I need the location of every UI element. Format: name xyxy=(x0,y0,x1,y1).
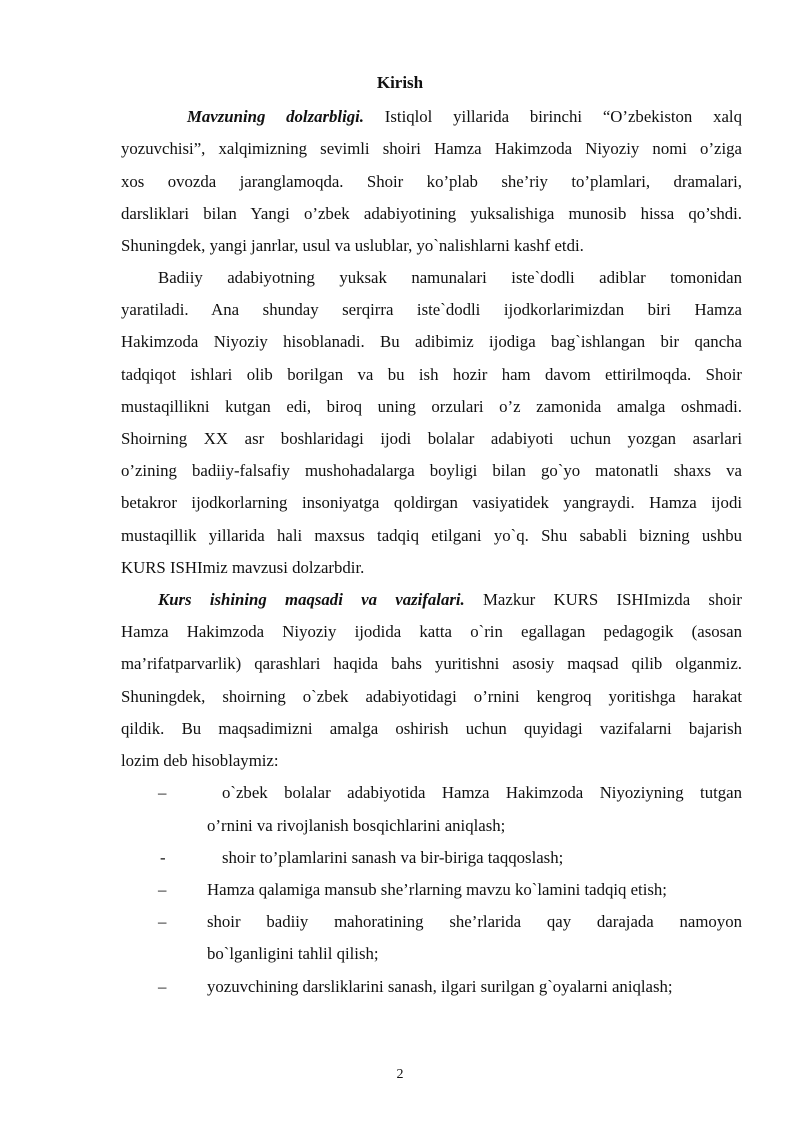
list-marker: – xyxy=(158,880,167,899)
list-item-text: o`zbek bolalar adabiyotida Hamza Hakimzoda Niyoziyning tutgan xyxy=(222,783,742,802)
list-item-text: Hamza qalamiga mansub she’rlarning mavzu ko`lamini tadqiq etish; xyxy=(207,880,667,899)
paragraph-line: Hakimzoda Niyoziy hisoblanadi. Bu adibimiz ijodiga bag`ishlangan bir qancha xyxy=(121,332,742,351)
paragraph-line: betakror ijodkorlarning insoniyatga qoldirgan vasiyatidek yangraydi. Hamza ijodi xyxy=(121,493,742,512)
list-marker: – xyxy=(158,977,167,996)
list-item-text: bo`lganligini tahlil qilish; xyxy=(207,944,379,963)
paragraph-line: mustaqillik yillarida hali maxsus tadqiq etilgani yo`q. Shu sababli bizning ushbu xyxy=(121,526,742,545)
section-title: Kirish xyxy=(376,73,424,92)
paragraph-line: KURS ISHImiz mavzusi dolzarbdir. xyxy=(121,558,365,577)
paragraph-line: Hamza Hakimzoda Niyoziy ijodida katta o`rin egallagan pedagogik (asosan xyxy=(121,622,742,641)
list-item-text: shoir badiiy mahoratining she’rlarida qay darajada namoyon xyxy=(207,912,742,931)
paragraph-text: Mazkur KURS ISHImizda shoir xyxy=(483,590,742,609)
list-item-text: o’rnini va rivojlanish bosqichlarini aniqlash; xyxy=(207,816,506,835)
paragraph-line: yozuvchisi”, xalqimizning sevimli shoiri Hamza Hakimzoda Niyoziy nomi o’ziga xyxy=(121,139,742,158)
paragraph-heading: Mavzuning dolzarbligi. xyxy=(187,107,364,126)
paragraph-line: Shuningdek, yangi janrlar, usul va uslublar, yo`nalishlarni kashf etdi. xyxy=(121,236,584,255)
paragraph-line: mustaqillikni kutgan edi, biroq uning orzulari o’z zamonida amalga oshmadi. xyxy=(121,397,742,416)
paragraph-line: lozim deb hisoblaymiz: xyxy=(121,751,279,770)
paragraph-line xyxy=(158,589,742,611)
paragraph-text: Istiqlol yillarida birinchi “O’zbekiston xalq xyxy=(384,107,742,126)
list-marker: – xyxy=(158,912,167,931)
paragraph-line: darsliklari bilan Yangi o’zbek adabiyotining yuksalishiga munosib hissa qo’shdi. xyxy=(121,204,742,223)
list-marker: – xyxy=(158,783,167,802)
list-item-text: yozuvchining darsliklarini sanash, ilgari surilgan g`oyalarni aniqlash; xyxy=(207,977,673,996)
paragraph-line: xos ovozda jaranglamoqda. Shoir ko’plab she’riy to’plamlari, dramalari, xyxy=(121,172,742,191)
paragraph-line: tadqiqot ishlari olib borilgan va bu ish hozir ham davom ettirilmoqda. Shoir xyxy=(121,365,742,384)
paragraph-line: qildik. Bu maqsadimizni amalga oshirish uchun quyidagi vazifalarni bajarish xyxy=(121,719,742,738)
paragraph-line: Shuningdek, shoirning o`zbek adabiyotidagi o’rnini kengroq yoritishga harakat xyxy=(121,687,742,706)
list-item-text: shoir to’plamlarini sanash va bir-biriga taqqoslash; xyxy=(222,848,564,867)
page-number: 2 xyxy=(396,1067,404,1082)
paragraph-line xyxy=(187,106,742,128)
paragraph-line: o’zining badiiy-falsafiy mushohadalarga boyligi bilan go`yo matonatli shaxs va xyxy=(121,461,742,480)
paragraph-line: Badiiy adabiyotning yuksak namunalari iste`dodli adiblar tomonidan xyxy=(158,268,742,287)
list-marker: - xyxy=(160,848,166,867)
paragraph-line: yaratiladi. Ana shunday serqirra iste`dodli ijodkorlarimizdan biri Hamza xyxy=(121,300,742,319)
paragraph-line: ma’rifatparvarlik) qarashlari haqida bahs yuritishni asosiy maqsad qilib olganmiz. xyxy=(121,654,742,673)
paragraph-line: Shoirning XX asr boshlaridagi ijodi bolalar adabiyoti uchun yozgan asarlari xyxy=(121,429,742,448)
paragraph-heading: Kurs ishining maqsadi va vazifalari. xyxy=(158,590,465,609)
